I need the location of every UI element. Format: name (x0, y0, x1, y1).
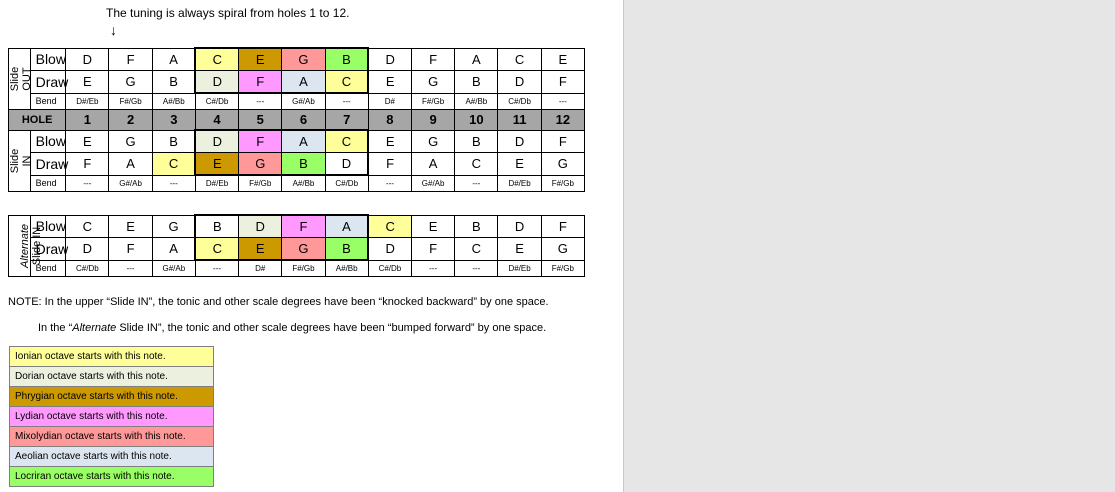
bend-cell: --- (109, 260, 152, 277)
note-cell: D (195, 71, 238, 94)
note-cell: A (282, 130, 325, 153)
note-cell: D (498, 71, 541, 94)
legend-locrian: Locriran octave starts with this note. (10, 467, 214, 487)
note-cell: F (66, 153, 109, 176)
note-cell: G (109, 130, 152, 153)
note-cell: F (412, 48, 455, 71)
bend-cell: D# (368, 93, 411, 110)
hole-number: 7 (325, 110, 368, 131)
out-draw-row (9, 71, 585, 94)
note-cell: B (282, 153, 325, 176)
note-cell: E (239, 48, 282, 71)
note-cell: C (455, 238, 498, 261)
hole-label: HOLE (9, 110, 66, 131)
note-cell: E (541, 48, 584, 71)
legend-aeolian: Aeolian octave starts with this note. (10, 447, 214, 467)
in-bend-row (9, 175, 585, 192)
bend-cell: F#/Gb (109, 93, 152, 110)
note-cell: D (368, 48, 411, 71)
note-cell: F (541, 215, 584, 238)
note-upper-slide-in: NOTE: In the upper “Slide IN”, the tonic and other scale degrees have been “knocked backward” by one space. (8, 296, 549, 308)
bend-cell: A#/Bb (455, 93, 498, 110)
bend-cell: C#/Db (195, 93, 238, 110)
bend-cell: --- (239, 93, 282, 110)
note-cell: C (325, 130, 368, 153)
legend-mixolydian: Mixolydian octave starts with this note. (10, 427, 214, 447)
note-cell: G (152, 215, 195, 238)
bend-cell: A#/Bb (282, 175, 325, 192)
note-cell: F (541, 130, 584, 153)
note-cell: B (325, 238, 368, 261)
note-cell: G (541, 238, 584, 261)
note-cell: D (239, 215, 282, 238)
bend-cell: C#/Db (325, 175, 368, 192)
note-cell: D (498, 130, 541, 153)
bend-cell: F#/Gb (541, 260, 584, 277)
bend-cell: --- (412, 260, 455, 277)
note-cell: A (109, 153, 152, 176)
note-cell: C (325, 71, 368, 94)
alternate-slide-in-label: Alternate Slide IN (9, 215, 31, 277)
bend-cell: A#/Bb (325, 260, 368, 277)
bend-cell: G#/Ab (412, 175, 455, 192)
draw-label: Draw (30, 71, 66, 94)
bend-cell: C#/Db (368, 260, 411, 277)
legend-lydian: Lydian octave starts with this note. (10, 407, 214, 427)
note-cell: D (66, 238, 109, 261)
note-cell: G (412, 130, 455, 153)
note-cell: E (498, 238, 541, 261)
note-cell: B (152, 71, 195, 94)
note-cell: F (109, 48, 152, 71)
note-cell: A (325, 215, 368, 238)
note-cell: C (195, 238, 238, 261)
bend-cell: --- (195, 260, 238, 277)
bend-label: Bend (30, 260, 66, 277)
note-cell: F (239, 71, 282, 94)
out-bend-row (9, 93, 585, 110)
note-cell: C (455, 153, 498, 176)
note-cell: B (152, 130, 195, 153)
draw-label: Draw (30, 238, 66, 261)
note-cell: F (541, 71, 584, 94)
slide-out-label: Slide OUT (9, 48, 31, 110)
out-blow-row (9, 48, 585, 71)
bend-cell: C#/Db (498, 93, 541, 110)
note-cell: D (368, 238, 411, 261)
bend-cell: C#/Db (66, 260, 109, 277)
hole-number: 1 (66, 110, 109, 131)
bend-cell: G#/Ab (152, 260, 195, 277)
hole-number: 8 (368, 110, 411, 131)
blow-label: Blow (30, 130, 66, 153)
bend-cell: --- (455, 175, 498, 192)
note-cell: F (368, 153, 411, 176)
hole-row (9, 110, 585, 131)
alt-blow-row (9, 215, 585, 238)
blow-label: Blow (30, 48, 66, 71)
bend-cell: --- (325, 93, 368, 110)
note-cell: E (368, 71, 411, 94)
note-cell: F (239, 130, 282, 153)
note-cell: A (152, 48, 195, 71)
note-cell: G (282, 238, 325, 261)
in-blow-row (9, 130, 585, 153)
note-cell: A (282, 71, 325, 94)
bend-label: Bend (30, 93, 66, 110)
note-cell: F (282, 215, 325, 238)
alt-draw-row (9, 238, 585, 261)
alt-bend-row (9, 260, 585, 277)
note-cell: E (109, 215, 152, 238)
note-cell: E (498, 153, 541, 176)
slide-in-label: Slide IN (9, 130, 31, 192)
legend-phrygian: Phrygian octave starts with this note. (10, 387, 214, 407)
note-cell: G (541, 153, 584, 176)
bend-cell: F#/Gb (541, 175, 584, 192)
note-cell: A (412, 153, 455, 176)
note-cell: E (412, 215, 455, 238)
note-cell: G (282, 48, 325, 71)
note-cell: E (66, 130, 109, 153)
bend-label: Bend (30, 175, 66, 192)
note-cell: C (152, 153, 195, 176)
note-cell: B (325, 48, 368, 71)
bend-cell: D#/Eb (66, 93, 109, 110)
bend-cell: F#/Gb (239, 175, 282, 192)
note-cell: E (368, 130, 411, 153)
blow-label: Blow (30, 215, 66, 238)
empty-side-pane (623, 0, 1115, 492)
hole-number: 9 (412, 110, 455, 131)
hole-number: 12 (541, 110, 584, 131)
intro-text: The tuning is always spiral from holes 1 to 12. (106, 6, 350, 20)
note-cell: E (195, 153, 238, 176)
bend-cell: --- (455, 260, 498, 277)
bend-cell: --- (541, 93, 584, 110)
note-cell: D (498, 215, 541, 238)
hole-number: 4 (195, 110, 238, 131)
note-cell: E (239, 238, 282, 261)
in-draw-row (9, 153, 585, 176)
bend-cell: D#/Eb (498, 260, 541, 277)
note-cell: D (195, 130, 238, 153)
note-cell: B (455, 130, 498, 153)
note-cell: G (239, 153, 282, 176)
hole-number: 5 (239, 110, 282, 131)
note-cell: C (195, 48, 238, 71)
hole-number: 11 (498, 110, 541, 131)
note-cell: A (152, 238, 195, 261)
bend-cell: D#/Eb (498, 175, 541, 192)
alternate-tuning-table (8, 214, 585, 277)
note-cell: F (109, 238, 152, 261)
legend-ionian: Ionian octave starts with this note. (10, 347, 214, 367)
note-cell: F (412, 238, 455, 261)
note-cell: C (66, 215, 109, 238)
bend-cell: --- (368, 175, 411, 192)
bend-cell: G#/Ab (109, 175, 152, 192)
note-cell: B (455, 215, 498, 238)
bend-cell: --- (66, 175, 109, 192)
note-alternate-slide-in: In the “Alternate Slide IN”, the tonic and other scale degrees have been “bumped forward” by one space. (38, 322, 547, 334)
note-cell: E (66, 71, 109, 94)
bend-cell: D#/Eb (195, 175, 238, 192)
note-cell: C (368, 215, 411, 238)
hole-number: 6 (282, 110, 325, 131)
legend-dorian: Dorian octave starts with this note. (10, 367, 214, 387)
hole-number: 2 (109, 110, 152, 131)
note-cell: D (66, 48, 109, 71)
note-cell: G (412, 71, 455, 94)
draw-label: Draw (30, 153, 66, 176)
bend-cell: D# (239, 260, 282, 277)
bend-cell: --- (152, 175, 195, 192)
bend-cell: F#/Gb (282, 260, 325, 277)
note-cell: B (455, 71, 498, 94)
upper-tuning-table (8, 47, 585, 192)
note-cell: A (455, 48, 498, 71)
bend-cell: G#/Ab (282, 93, 325, 110)
note-cell: G (109, 71, 152, 94)
note-cell: D (325, 153, 368, 176)
note-cell: B (195, 215, 238, 238)
mode-color-legend (9, 346, 214, 487)
hole-number: 10 (455, 110, 498, 131)
note-cell: C (498, 48, 541, 71)
bend-cell: F#/Gb (412, 93, 455, 110)
hole-number: 3 (152, 110, 195, 131)
down-arrow-icon: ↓ (110, 22, 117, 38)
bend-cell: A#/Bb (152, 93, 195, 110)
